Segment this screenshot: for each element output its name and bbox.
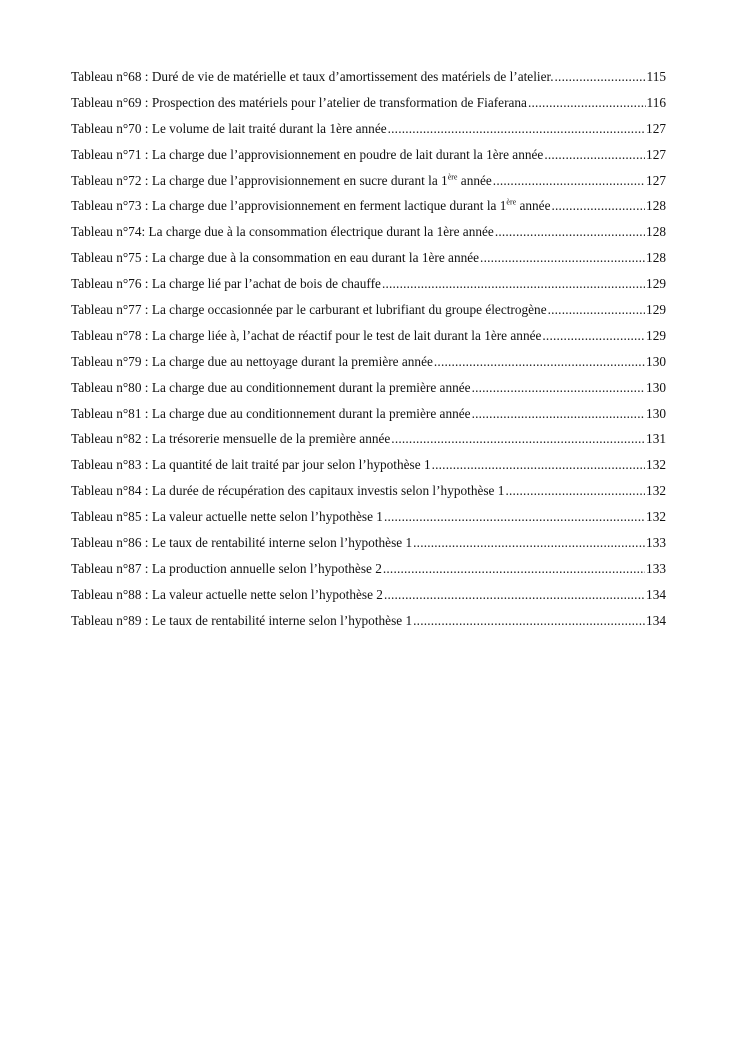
toc-entry-page-number: 130 (646, 353, 666, 369)
toc-entry-page-number: 134 (646, 586, 666, 602)
toc-entry-text: Tableau n°68 : Duré de vie de matérielle et taux d’amortissement des matériels de l’atelier. (71, 69, 554, 84)
toc-entry-page-number: 128 (646, 224, 666, 240)
toc-entry[interactable] (71, 457, 666, 483)
toc-entry[interactable] (71, 613, 666, 639)
dot-leader (383, 561, 645, 577)
toc-entry-text: Tableau n°77 : La charge occasionnée par le carburant et lubrifiant du groupe électrogène (71, 302, 547, 318)
toc-entry[interactable] (71, 302, 666, 328)
toc-entry[interactable] (71, 328, 666, 354)
toc-entry-title (71, 224, 494, 240)
toc-entry[interactable] (71, 121, 666, 147)
toc-entry-title (71, 613, 412, 629)
dot-leader (384, 587, 645, 603)
toc-entry-title (71, 198, 550, 214)
dot-leader (542, 328, 645, 344)
toc-entry-page-number: 129 (646, 327, 666, 343)
toc-entry-text: Tableau n°84 : La durée de récupération des capitaux investis selon l’hypothèse 1 (71, 483, 505, 499)
toc-entry[interactable] (71, 224, 666, 250)
toc-entry[interactable] (71, 380, 666, 406)
toc-entry-text: Tableau n°70 : Le volume de lait traité durant la 1ère année (71, 120, 387, 136)
toc-entry-superscript: ère (506, 198, 517, 208)
toc-entry[interactable] (71, 276, 666, 302)
toc-entry-title (71, 535, 412, 551)
toc-entry-page-number: 132 (646, 509, 666, 525)
dot-leader (493, 173, 645, 189)
toc-entry-title (71, 69, 554, 85)
toc-entry-page-number: 127 (646, 172, 666, 188)
toc-entry-page-number: 128 (646, 198, 666, 214)
toc-entry-title (71, 276, 381, 292)
toc-entry-text: Tableau n°69 : Prospection des matériels pour l’atelier de transformation de Fiaferana (71, 94, 527, 110)
toc-entry-title (71, 457, 431, 473)
toc-entry-text: Tableau n°87 : La production annuelle selon l’hypothèse 2 (71, 560, 382, 576)
toc-entry-title (71, 406, 471, 422)
table-of-tables-list (71, 69, 666, 639)
toc-entry-text: Tableau n°82 : La trésorerie mensuelle de la première année (71, 431, 391, 447)
dot-leader (528, 95, 646, 111)
toc-entry-title (71, 483, 504, 499)
toc-entry-page-number: 130 (646, 379, 666, 395)
dot-leader (548, 302, 645, 318)
toc-entry[interactable] (71, 483, 666, 509)
dot-leader (388, 121, 645, 137)
toc-entry-page-number: 115 (646, 69, 666, 84)
toc-entry[interactable] (71, 173, 666, 199)
toc-entry-title (71, 431, 390, 447)
toc-entry-text: Tableau n°86 : Le taux de rentabilité interne selon l’hypothèse 1 (71, 535, 413, 551)
toc-entry-page-number: 127 (646, 120, 666, 136)
toc-entry-page-number: 132 (646, 457, 666, 473)
toc-entry-page-number: 132 (646, 483, 666, 499)
toc-entry-text: Tableau n°85 : La valeur actuelle nette selon l’hypothèse 1 (71, 509, 383, 525)
toc-entry[interactable] (71, 509, 666, 535)
toc-entry-title (71, 509, 383, 525)
toc-entry[interactable] (71, 250, 666, 276)
toc-entry-title (71, 173, 492, 189)
toc-entry-title (71, 147, 543, 163)
toc-entry-text: Tableau n°75 : La charge due à la consommation en eau durant la 1ère année (71, 250, 480, 266)
toc-entry[interactable] (71, 147, 666, 173)
toc-entry[interactable] (71, 406, 666, 432)
toc-entry-page-number: 131 (646, 431, 666, 447)
toc-entry-text: Tableau n°74: La charge due à la consommation électrique durant la 1ère année (71, 224, 494, 240)
toc-entry-suffix: année (457, 172, 492, 188)
toc-entry-text: Tableau n°73 : La charge due l’approvisionnement en ferment lactique durant la 1 (71, 198, 507, 214)
toc-entry-text: Tableau n°83 : La quantité de lait traité par jour selon l’hypothèse 1 (71, 457, 431, 473)
dot-leader (480, 250, 645, 266)
toc-entry[interactable] (71, 69, 666, 95)
toc-entry-text: Tableau n°89 : Le taux de rentabilité interne selon l’hypothèse 1 (71, 612, 413, 628)
toc-entry-page-number: 129 (646, 276, 666, 292)
toc-entry-text: Tableau n°79 : La charge due au nettoyage durant la première année (71, 353, 433, 369)
toc-entry-title (71, 380, 471, 396)
dot-leader (505, 483, 645, 499)
toc-entry[interactable] (71, 535, 666, 561)
toc-entry[interactable] (71, 354, 666, 380)
toc-entry[interactable] (71, 95, 666, 121)
toc-entry-text: Tableau n°80 : La charge due au conditionnement durant la première année (71, 379, 471, 395)
dot-leader (391, 431, 645, 447)
toc-entry-text: Tableau n°76 : La charge lié par l’achat de bois de chauffe (71, 276, 381, 292)
toc-entry-page-number: 116 (646, 94, 666, 110)
toc-entry-suffix: année (516, 198, 551, 214)
toc-entry[interactable] (71, 561, 666, 587)
toc-entry-page-number: 130 (646, 405, 666, 421)
toc-entry[interactable] (71, 587, 666, 613)
dot-leader (384, 509, 645, 525)
toc-entry[interactable] (71, 431, 666, 457)
toc-entry-page-number: 129 (646, 302, 666, 318)
toc-entry-superscript: ère (447, 172, 458, 182)
toc-entry-title (71, 250, 479, 266)
dot-leader (413, 613, 645, 629)
toc-entry-page-number: 134 (646, 612, 666, 628)
dot-leader (413, 535, 645, 551)
toc-entry-text: Tableau n°88 : La valeur actuelle nette selon l’hypothèse 2 (71, 586, 383, 602)
toc-entry-page-number: 127 (646, 146, 666, 162)
dot-leader (472, 406, 645, 422)
toc-entry-page-number: 133 (646, 560, 666, 576)
toc-entry-title (71, 354, 433, 370)
dot-leader (495, 224, 645, 240)
dot-leader (434, 354, 645, 370)
toc-entry-title (71, 121, 387, 137)
dot-leader (551, 198, 645, 214)
dot-leader (432, 457, 645, 473)
dot-leader (472, 380, 645, 396)
toc-entry-text: Tableau n°78 : La charge liée à, l’achat de réactif pour le test de lait durant la 1ère année (71, 327, 542, 343)
toc-entry-text: Tableau n°71 : La charge due l’approvisionnement en poudre de lait durant la 1ère année (71, 146, 544, 162)
toc-entry[interactable] (71, 198, 666, 224)
dot-leader (382, 276, 645, 292)
toc-entry-title (71, 587, 383, 603)
dot-leader (544, 147, 645, 163)
dot-leader (555, 69, 646, 85)
toc-entry-title (71, 328, 541, 344)
toc-entry-title (71, 561, 382, 577)
toc-entry-title (71, 302, 547, 318)
toc-entry-title (71, 95, 527, 111)
toc-entry-text: Tableau n°81 : La charge due au conditionnement durant la première année (71, 405, 471, 421)
toc-entry-page-number: 133 (646, 535, 666, 551)
toc-entry-page-number: 128 (646, 250, 666, 266)
toc-entry-text: Tableau n°72 : La charge due l’approvisionnement en sucre durant la 1 (71, 172, 448, 188)
